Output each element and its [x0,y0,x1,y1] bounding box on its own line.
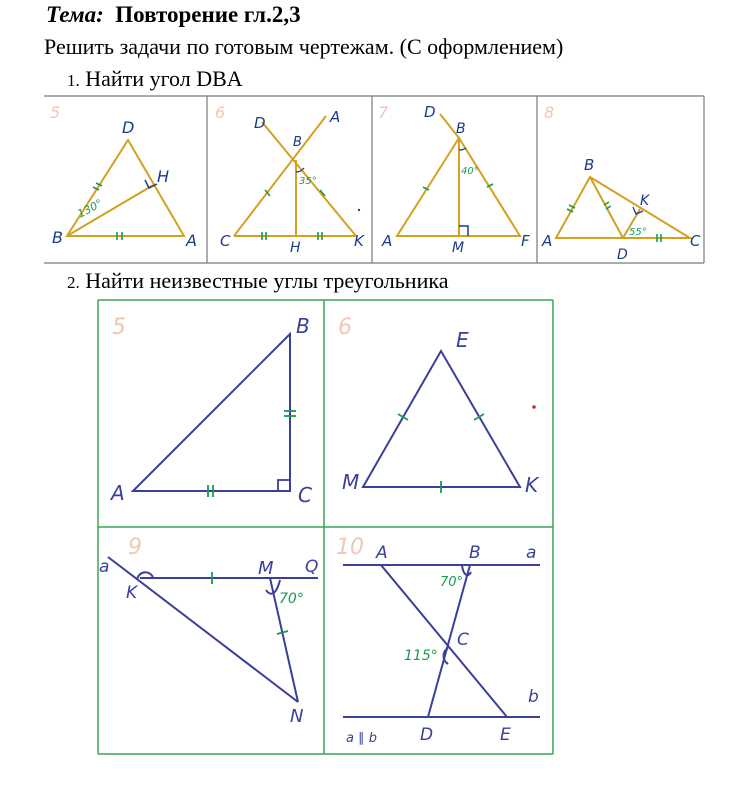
point-label: K [640,193,650,209]
point-label: D [617,247,628,263]
point-label: C [690,232,701,250]
point-label: b [528,687,539,707]
point-label: F [521,232,530,250]
panel-number: 5 [50,103,61,122]
point-label: A [382,232,393,250]
triangle-MEK [363,351,520,487]
point-label: K [126,583,138,603]
task2-text: Найти неизвестные углы треугольника [85,268,449,293]
point-label: B [52,228,63,247]
task1-panel-5 [50,103,197,250]
point-label: M [342,470,360,494]
panel-number: 6 [215,103,226,122]
task2-grid [98,300,553,754]
angle-label: 55° [629,227,647,238]
task1-panel-8 [541,103,701,263]
point-label: B [456,121,466,137]
point-label: N [290,706,304,727]
task2-panel-10 [336,535,540,746]
point-label: A [376,543,388,563]
panel-number: 9 [128,535,142,560]
angle-arc [459,148,466,150]
angle-label: 70° [279,591,304,607]
point-label: C [298,483,312,507]
point-label: H [290,240,301,256]
point-label: D [424,103,436,121]
point-label: a [526,543,537,563]
point-label: a [99,557,110,577]
point-label: C [457,630,469,650]
point-label: E [456,328,469,352]
task2-panel-9 [99,535,318,727]
task2-panel-5 [109,314,312,507]
angle-label-1: 70° [440,575,464,590]
task1-number: 1. [67,71,80,90]
panel-number: 6 [338,315,352,340]
task2-number: 2. [67,273,80,292]
stray-dot [532,405,536,409]
point-label: D [420,725,434,745]
point-label: D [254,114,266,132]
panel-number: 10 [336,535,364,560]
right-angle-mark [278,480,290,491]
instruction-text: Решить задачи по готовым чертежам. (С оформлением) [44,34,564,59]
triangle-ABC [556,177,690,238]
panel-number: 8 [544,103,555,122]
point-label: A [542,232,553,250]
task1-text: Найти угол DBA [85,66,243,91]
angle-label: 130° [75,196,105,221]
triangle-ABC [133,334,290,491]
triangle-DBA [67,140,184,236]
point-label: B [469,543,481,563]
task1-panel-6 [215,103,365,256]
point-label: A [111,481,125,505]
stray-dot [358,209,360,211]
title-label: Тема: [46,2,104,27]
panel-number: 7 [378,103,389,122]
angle-label: 35° [299,176,317,187]
point-label: A [186,231,197,250]
angle-label-2: 115° [404,648,438,664]
point-label: D [122,118,135,137]
panel-number: 5 [112,315,126,340]
point-label: M [258,558,274,579]
task1-panel-7 [378,103,530,256]
point-label: K [354,232,364,250]
point-label: B [296,314,310,338]
right-angle-mark [459,226,468,236]
point-label: B [584,156,595,174]
parallel-note: a ∥ b [346,731,377,746]
point-label: Q [305,557,319,577]
title-topic: Повторение гл.2,3 [115,2,301,27]
angle-label: 40° [461,166,479,177]
point-label: M [452,240,465,256]
point-label: B [293,135,302,150]
point-label: A [330,108,341,126]
point-label: E [500,725,511,745]
point-label: C [220,232,231,250]
point-label: H [157,167,170,186]
task2-panel-6 [338,315,540,497]
point-label: K [525,473,539,497]
